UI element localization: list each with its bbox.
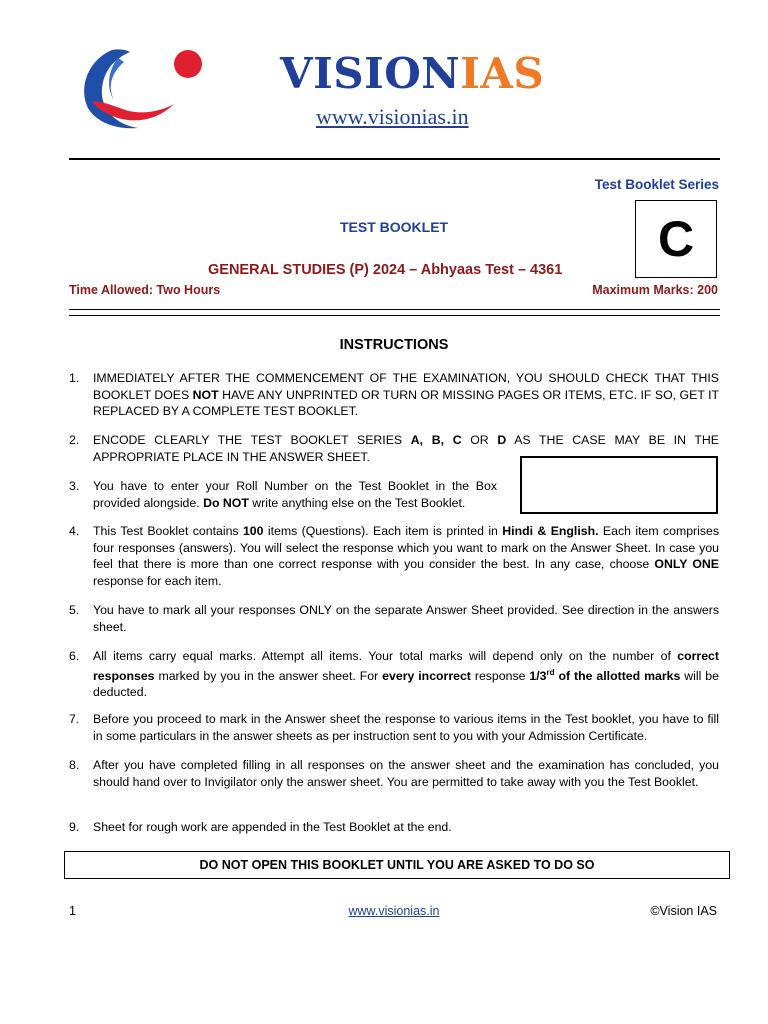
exam-title: GENERAL STUDIES (P) 2024 – Abhyaas Test – 4361 [208, 262, 563, 278]
visionias-logo-icon [78, 44, 206, 132]
instruction-item: 2. ENCODE CLEARLY THE TEST BOOKLET SERIES A, B, C OR D AS THE CASE MAY BE IN THE APPROPRIATE PLACE IN THE ANSWER SHEET. [69, 433, 719, 464]
instruction-item: 6. All items carry equal marks. Attempt all items. Your total marks will depend only on the number of correct responses marked by you in the answer sheet. For every incorrect response 1/3rd of the allotted marks will be deducted. [69, 649, 719, 700]
roll-number-box[interactable] [520, 456, 718, 514]
do-not-open-notice: DO NOT OPEN THIS BOOKLET UNTIL YOU ARE ASKED TO DO SO [64, 851, 730, 879]
header-divider [69, 158, 720, 160]
instructions-heading: INSTRUCTIONS [339, 337, 449, 353]
footer-website-link[interactable]: www.visionias.in [348, 904, 440, 918]
website-link[interactable]: www.visionias.in [316, 104, 469, 129]
brand-title: VISIONIAS [280, 49, 545, 98]
instruction-item: 9. Sheet for rough work are appended in the Test Booklet at the end. [69, 820, 452, 834]
time-allowed: Time Allowed: Two Hours [69, 283, 221, 297]
double-divider [69, 309, 720, 316]
instruction-item: 5. You have to mark all your responses ONLY on the separate Answer Sheet provided. See direction in the answers sheet. [69, 603, 719, 634]
instruction-item: 8. After you have completed filling in all responses on the answer sheet and the examination has concluded, you should hand over to Invigilator only the answer sheet. You are permitted to take away with you the Test Booklet. [69, 758, 719, 789]
instruction-item: 3. You have to enter your Roll Number on the Test Booklet in the Box provided alongside. Do NOT write anything else on the Test Booklet. [69, 479, 497, 510]
series-label: Test Booklet Series [594, 177, 719, 192]
instruction-item: 4. This Test Booklet contains 100 items (Questions). Each item is printed in Hindi & English. Each item comprises four responses (answers). You will select the response which you want to mark on the Answer Sheet. In case you feel that there is more than one correct response with you consider the best. In any case, choose ONLY ONE response for each item. [69, 524, 720, 588]
booklet-title: TEST BOOKLET [340, 219, 449, 235]
instruction-item: 1. IMMEDIATELY AFTER THE COMMENCEMENT OF THE EXAMINATION, YOU SHOULD CHECK THAT THIS BOOKLET DOES NOT HAVE ANY UNPRINTED OR TURN OR MISSING PAGES OR ITEMS, ETC. IF SO, GET IT REPLACED BY A COMPLETE TEST BOOKLET. [69, 371, 719, 419]
page-number: 1 [69, 904, 76, 918]
maximum-marks: Maximum Marks: 200 [592, 283, 718, 297]
series-letter-box: C [635, 200, 717, 278]
copyright: ©Vision IAS [650, 904, 717, 918]
instruction-item: 7. Before you proceed to mark in the Answer sheet the response to various items in the Test booklet, you have to fill in some particulars in the answer sheets as per instruction sent to you with your Admission Certificate. [69, 712, 719, 743]
